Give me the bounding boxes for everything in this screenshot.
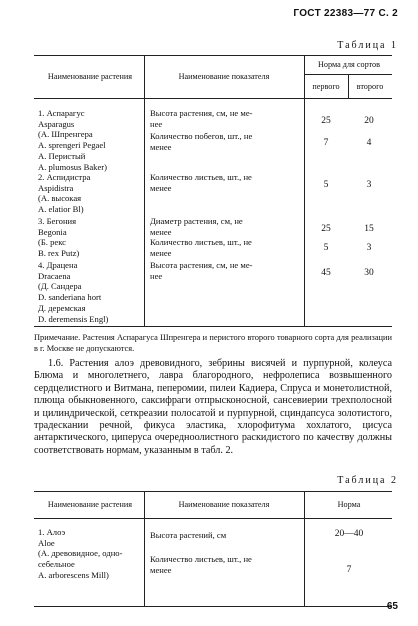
plant-name: 2. Аспидистра Aspidistra (А. высокая A. elatior Bl)	[38, 172, 91, 215]
col-first-header: первого	[312, 82, 340, 91]
indicator-name: Количество листьев, шт., не менее	[150, 554, 252, 575]
indicator-name: Количество листьев, шт., не менее	[150, 172, 252, 193]
table2-divider	[144, 492, 145, 606]
plant-name: 1. Алоэ Aloe (А. древовидное, одно- себельное A. arborescens Mill)	[38, 527, 123, 580]
norm-second: 3	[366, 180, 372, 190]
table1	[34, 55, 392, 327]
col-norm-header: Норма	[337, 500, 361, 509]
norm-second: 3	[366, 243, 372, 253]
table1-header-rule	[34, 98, 392, 99]
norm-first: 25	[321, 116, 331, 126]
norm-second: 15	[364, 224, 374, 234]
col-plant-header: Наименование растения	[47, 72, 133, 81]
table1-subheader-rule	[304, 74, 392, 75]
plant-name: 3. Бегония Begonia (Б. рекс B. rex Putz)	[38, 216, 80, 259]
indicator-name: Высота растения, см, не ме- нее	[150, 108, 253, 129]
plant-name: 4. Драцена Dracaena (Д. Сандера D. sanderiana hort Д. деремская D. deremensis Engl)	[38, 260, 109, 324]
norm-first: 7	[323, 138, 329, 148]
norm-second: 4	[366, 138, 372, 148]
col-plant-header: Наименование растения	[47, 500, 133, 509]
table2-header-rule	[34, 518, 392, 519]
table2-caption: Таблица 2	[337, 475, 398, 486]
norm-second: 30	[364, 268, 374, 278]
col-indicator-header: Наименование показателя	[178, 500, 270, 509]
norm-first: 5	[323, 180, 329, 190]
norm-first: 25	[321, 224, 331, 234]
indicator-name: Количество побегов, шт., не менее	[150, 131, 253, 152]
col-indicator-header: Наименование показателя	[178, 72, 270, 81]
table-note: Примечание. Растения Аспарагуса Шпренгера и перистого второго товарного сорта для реализации в г. Москве не допускаются.	[34, 333, 392, 353]
indicator-name: Высота растений, см	[150, 530, 227, 540]
norm-first: 45	[321, 268, 331, 278]
norm-first: 5	[323, 243, 329, 253]
table1-caption: Таблица 1	[337, 40, 398, 51]
norm-second: 20	[364, 116, 374, 126]
document-header: ГОСТ 22383—77 С. 2	[293, 8, 398, 19]
col-norm-header: Норма для сортов	[318, 60, 380, 69]
indicator-name: Диаметр растения, см, не менее	[150, 216, 243, 237]
table2	[34, 491, 392, 607]
col-second-header: второго	[356, 82, 384, 91]
plant-name: 1. Аспарагус Asparagus (А. Шпренгера A. sprengeri Pegael А. Перистый A. plumosus Baker)	[38, 108, 107, 172]
page-number: 65	[386, 601, 398, 612]
norm-value: 20—40	[334, 529, 364, 539]
table1-divider	[144, 56, 145, 326]
section-paragraph: 1.6. Растения алоэ древовидного, зебрины висячей и пурпурной, колеуса Блюма и многолетнего, лавра благородного, нефролеписа возвышенного сердцелистного и Витмана, пеперомии, пилеи Кадиера, Спруса и монетолистной, плюща обыкновенного, саксифраги отпрысконосной, сансевиерии трехполосной и цилиндрической, сеткреазии полосатой и пурпурной, сциндапсуса золотистого, традескании речной, фикуса эластика, хлорофитума хохлатого, цисуса антарктического, циперуса очередноолистного раскидистого по качеству должны соответствовать нормам, указанным в табл. 2.	[34, 358, 392, 456]
table1-divider	[304, 56, 305, 326]
norm-value: 7	[346, 565, 352, 575]
indicator-name: Количество листьев, шт., не менее	[150, 237, 252, 258]
indicator-name: Высота растения, см, не ме- нее	[150, 260, 253, 281]
table2-divider	[304, 492, 305, 606]
